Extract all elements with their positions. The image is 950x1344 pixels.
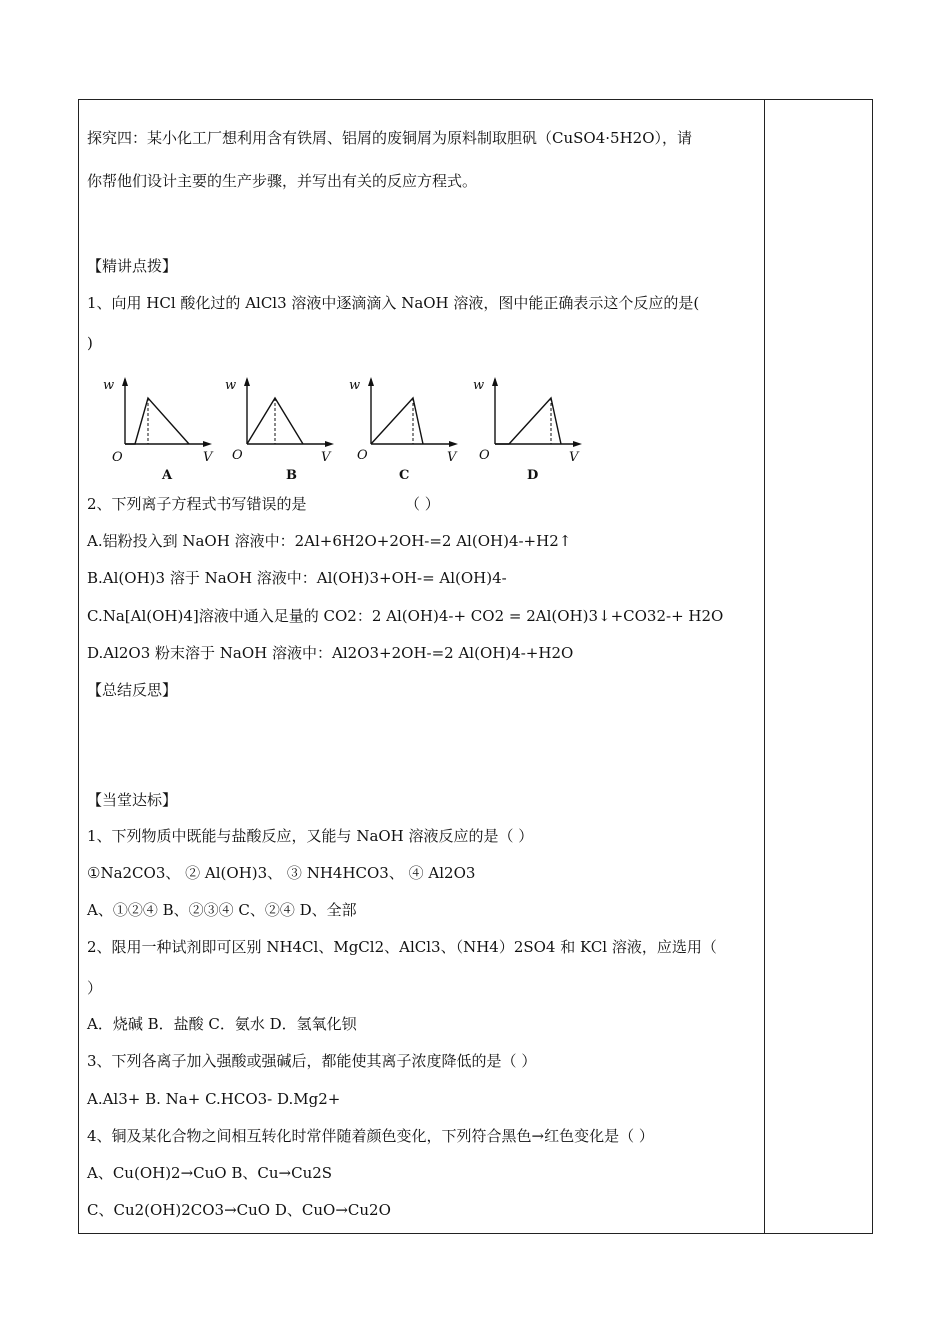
graph-a [103,374,213,484]
dt-q1-stem: 1、下列物质中既能与盐酸反应，又能与 NaOH 溶液反应的是（ ） [87,827,534,845]
jj-q2-option-b: B.Al(OH)3 溶于 NaOH 溶液中：Al(OH)3+OH-= Al(OH)4- [87,569,507,587]
dt-q4-stem: 4、铜及某化合物之间相互转化时常伴随着颜色变化，下列符合黑色→红色变化是（ ） [87,1127,654,1145]
jj-q2-option-c: C.Na[Al(OH)4]溶液中通入足量的 CO2：2 Al(OH)4-+ CO2 = 2Al(OH)3↓+CO32-+ H2O [87,607,724,625]
jj-q2-paren: （ ） [405,495,440,513]
graph-b-caption: B [286,468,297,483]
graph-b [225,374,335,484]
worksheet-table [78,99,873,1234]
dt-q3-stem: 3、下列各离子加入强酸或强碱后，都能使其离子浓度降低的是（ ） [87,1052,537,1070]
graph-d-x-label: V [569,450,579,465]
graph-d-caption: D [527,468,539,483]
jj-q2-stem: 2、下列离子方程式书写错误的是 [87,495,307,513]
dt-q1-options: A、①②④ B、②③④ C、②④ D、全部 [87,901,357,919]
dt-q2-line1: 2、限用一种试剂即可区别 NH4Cl、MgCl2、AlCl3、（NH4）2SO4 和 KCl 溶液，应选用（ [87,938,717,956]
dt-q2-line2: ） [87,979,103,997]
graph-c-y-label: w [349,378,361,393]
dt-q1-items: ①Na2CO3、 ② Al(OH)3、 ③ NH4HCO3、 ④ Al2O3 [87,864,476,882]
graph-options [103,374,593,484]
jj-q2-option-a: A.铝粉投入到 NaOH 溶液中：2Al+6H2O+2OH-=2 Al(OH)4-+H2↑ [87,532,572,550]
graph-b-y-label: w [225,378,237,393]
zongjie-heading: 【总结反思】 [87,681,178,699]
graph-d [473,374,583,484]
graph-d-y-label: w [473,378,485,393]
column-divider [764,100,765,1233]
jingjiang-heading: 【精讲点拨】 [87,257,178,275]
graph-a-origin: O [112,450,123,465]
graph-b-origin: O [232,448,243,463]
dt-q4-options-ab: A、Cu(OH)2→CuO B、Cu→Cu2S [87,1164,333,1182]
explore4-line2: 你帮他们设计主要的生产步骤，并写出有关的反应方程式。 [87,172,478,190]
graph-a-y-label: w [103,378,115,393]
graph-a-caption: A [162,468,173,483]
jj-q2-option-d: D.Al2O3 粉末溶于 NaOH 溶液中：Al2O3+2OH-=2 Al(OH)4-+H2O [87,644,574,662]
dt-q3-options: A.Al3+ B. Na+ C.HCO3- D.Mg2+ [87,1090,341,1108]
graph-a-x-label: V [203,450,213,465]
graph-d-origin: O [479,448,490,463]
graph-b-x-label: V [321,450,331,465]
jj-q1-line2: ) [87,334,93,352]
dt-q4-options-cd: C、Cu2(OH)2CO3→CuO D、CuO→Cu2O [87,1201,391,1219]
jj-q1-line1: 1、向用 HCl 酸化过的 AlCl3 溶液中逐滴滴入 NaOH 溶液，图中能正确表示这个反应的是( [87,294,700,312]
graph-c-origin: O [357,448,368,463]
graph-c-x-label: V [447,450,457,465]
graph-c-caption: C [399,468,410,483]
graph-c [349,374,459,484]
dt-q2-options: A．烧碱 B．盐酸 C．氨水 D．氢氧化钡 [87,1015,357,1033]
explore4-line1: 探究四：某小化工厂想利用含有铁屑、铝屑的废铜屑为原料制取胆矾（CuSO4·5H2O），请 [87,129,692,147]
dangtang-heading: 【当堂达标】 [87,791,178,809]
